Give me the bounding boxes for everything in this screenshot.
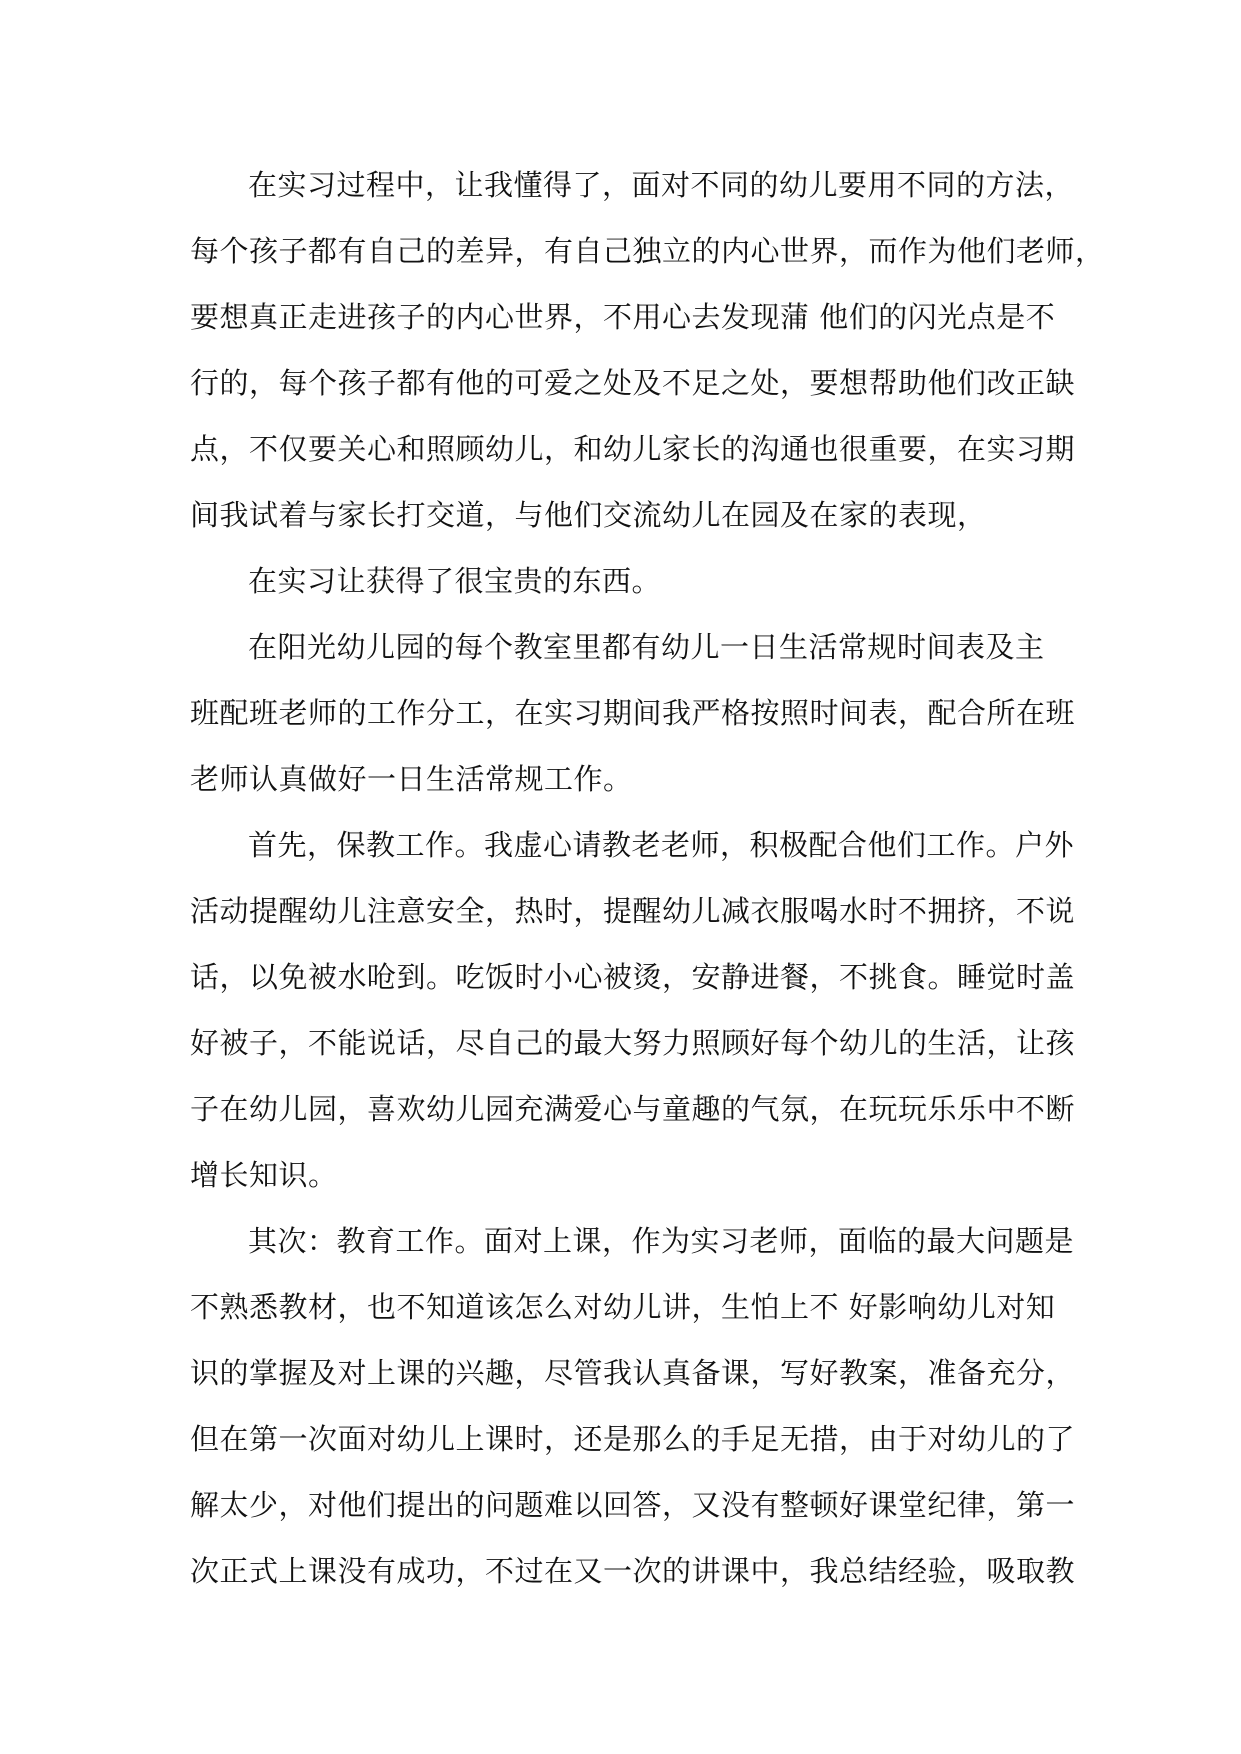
text-line: 解太少，对他们提出的问题难以回答，又没有整顿好课堂纪律，第一	[190, 1488, 1076, 1522]
text-line: 在阳光幼儿园的每个教室里都有幼儿一日生活常规时间表及主	[248, 630, 1045, 664]
text-line: 班配班老师的工作分工，在实习期间我严格按照时间表，配合所在班	[190, 696, 1076, 730]
text-line: 活动提醒幼儿注意安全，热时，提醒幼儿减衣服喝水时不拥挤，不说	[190, 894, 1076, 928]
text-line: 次正式上课没有成功，不过在又一次的讲课中，我总结经验，吸取教	[190, 1554, 1076, 1588]
text-line: 每个孩子都有自己的差异，有自己独立的内心世界，而作为他们老师，	[190, 234, 1105, 268]
text-line: 老师认真做好一日生活常规工作。	[190, 762, 633, 796]
text-line: 在实习过程中，让我懂得了，面对不同的幼儿要用不同的方法，	[248, 168, 1075, 202]
text-line: 行的，每个孩子都有他的可爱之处及不足之处，要想帮助他们改正缺	[190, 366, 1076, 400]
paragraph-2	[190, 548, 1070, 614]
text-line: 间我试着与家长打交道，与他们交流幼儿在园及在家的表现，	[190, 498, 987, 532]
paragraph-1	[190, 152, 1105, 548]
document-body	[190, 152, 1105, 1604]
text-line: 子在幼儿园，喜欢幼儿园充满爱心与童趣的气氛，在玩玩乐乐中不断	[190, 1092, 1076, 1126]
text-line: 首先，保教工作。我虚心请教老老师，积极配合他们工作。户外	[248, 828, 1075, 862]
text-line: 但在第一次面对幼儿上课时，还是那么的手足无措，由于对幼儿的了	[190, 1422, 1076, 1456]
paragraph-3	[190, 614, 1076, 812]
text-line: 增长知识。	[190, 1158, 338, 1192]
paragraph-5	[190, 1208, 1076, 1604]
text-line: 好被子，不能说话，尽自己的最大努力照顾好每个幼儿的生活，让孩	[190, 1026, 1076, 1060]
text-line: 要想真正走进孩子的内心世界，不用心去发现蒲 他们的闪光点是不	[190, 300, 1056, 334]
text-line: 识的掌握及对上课的兴趣，尽管我认真备课，写好教案，准备充分，	[190, 1356, 1076, 1390]
text-line: 其次：教育工作。面对上课，作为实习老师，面临的最大问题是	[248, 1224, 1075, 1258]
text-line: 点，不仅要关心和照顾幼儿，和幼儿家长的沟通也很重要，在实习期	[190, 432, 1076, 466]
text-line: 在实习让获得了很宝贵的东西。	[248, 564, 662, 598]
paragraph-4	[190, 812, 1076, 1208]
text-line: 话，以免被水呛到。吃饭时小心被烫，安静进餐，不挑食。睡觉时盖	[190, 960, 1076, 994]
text-line: 不熟悉教材，也不知道该怎么对幼儿讲，生怕上不 好影响幼儿对知	[190, 1290, 1056, 1324]
